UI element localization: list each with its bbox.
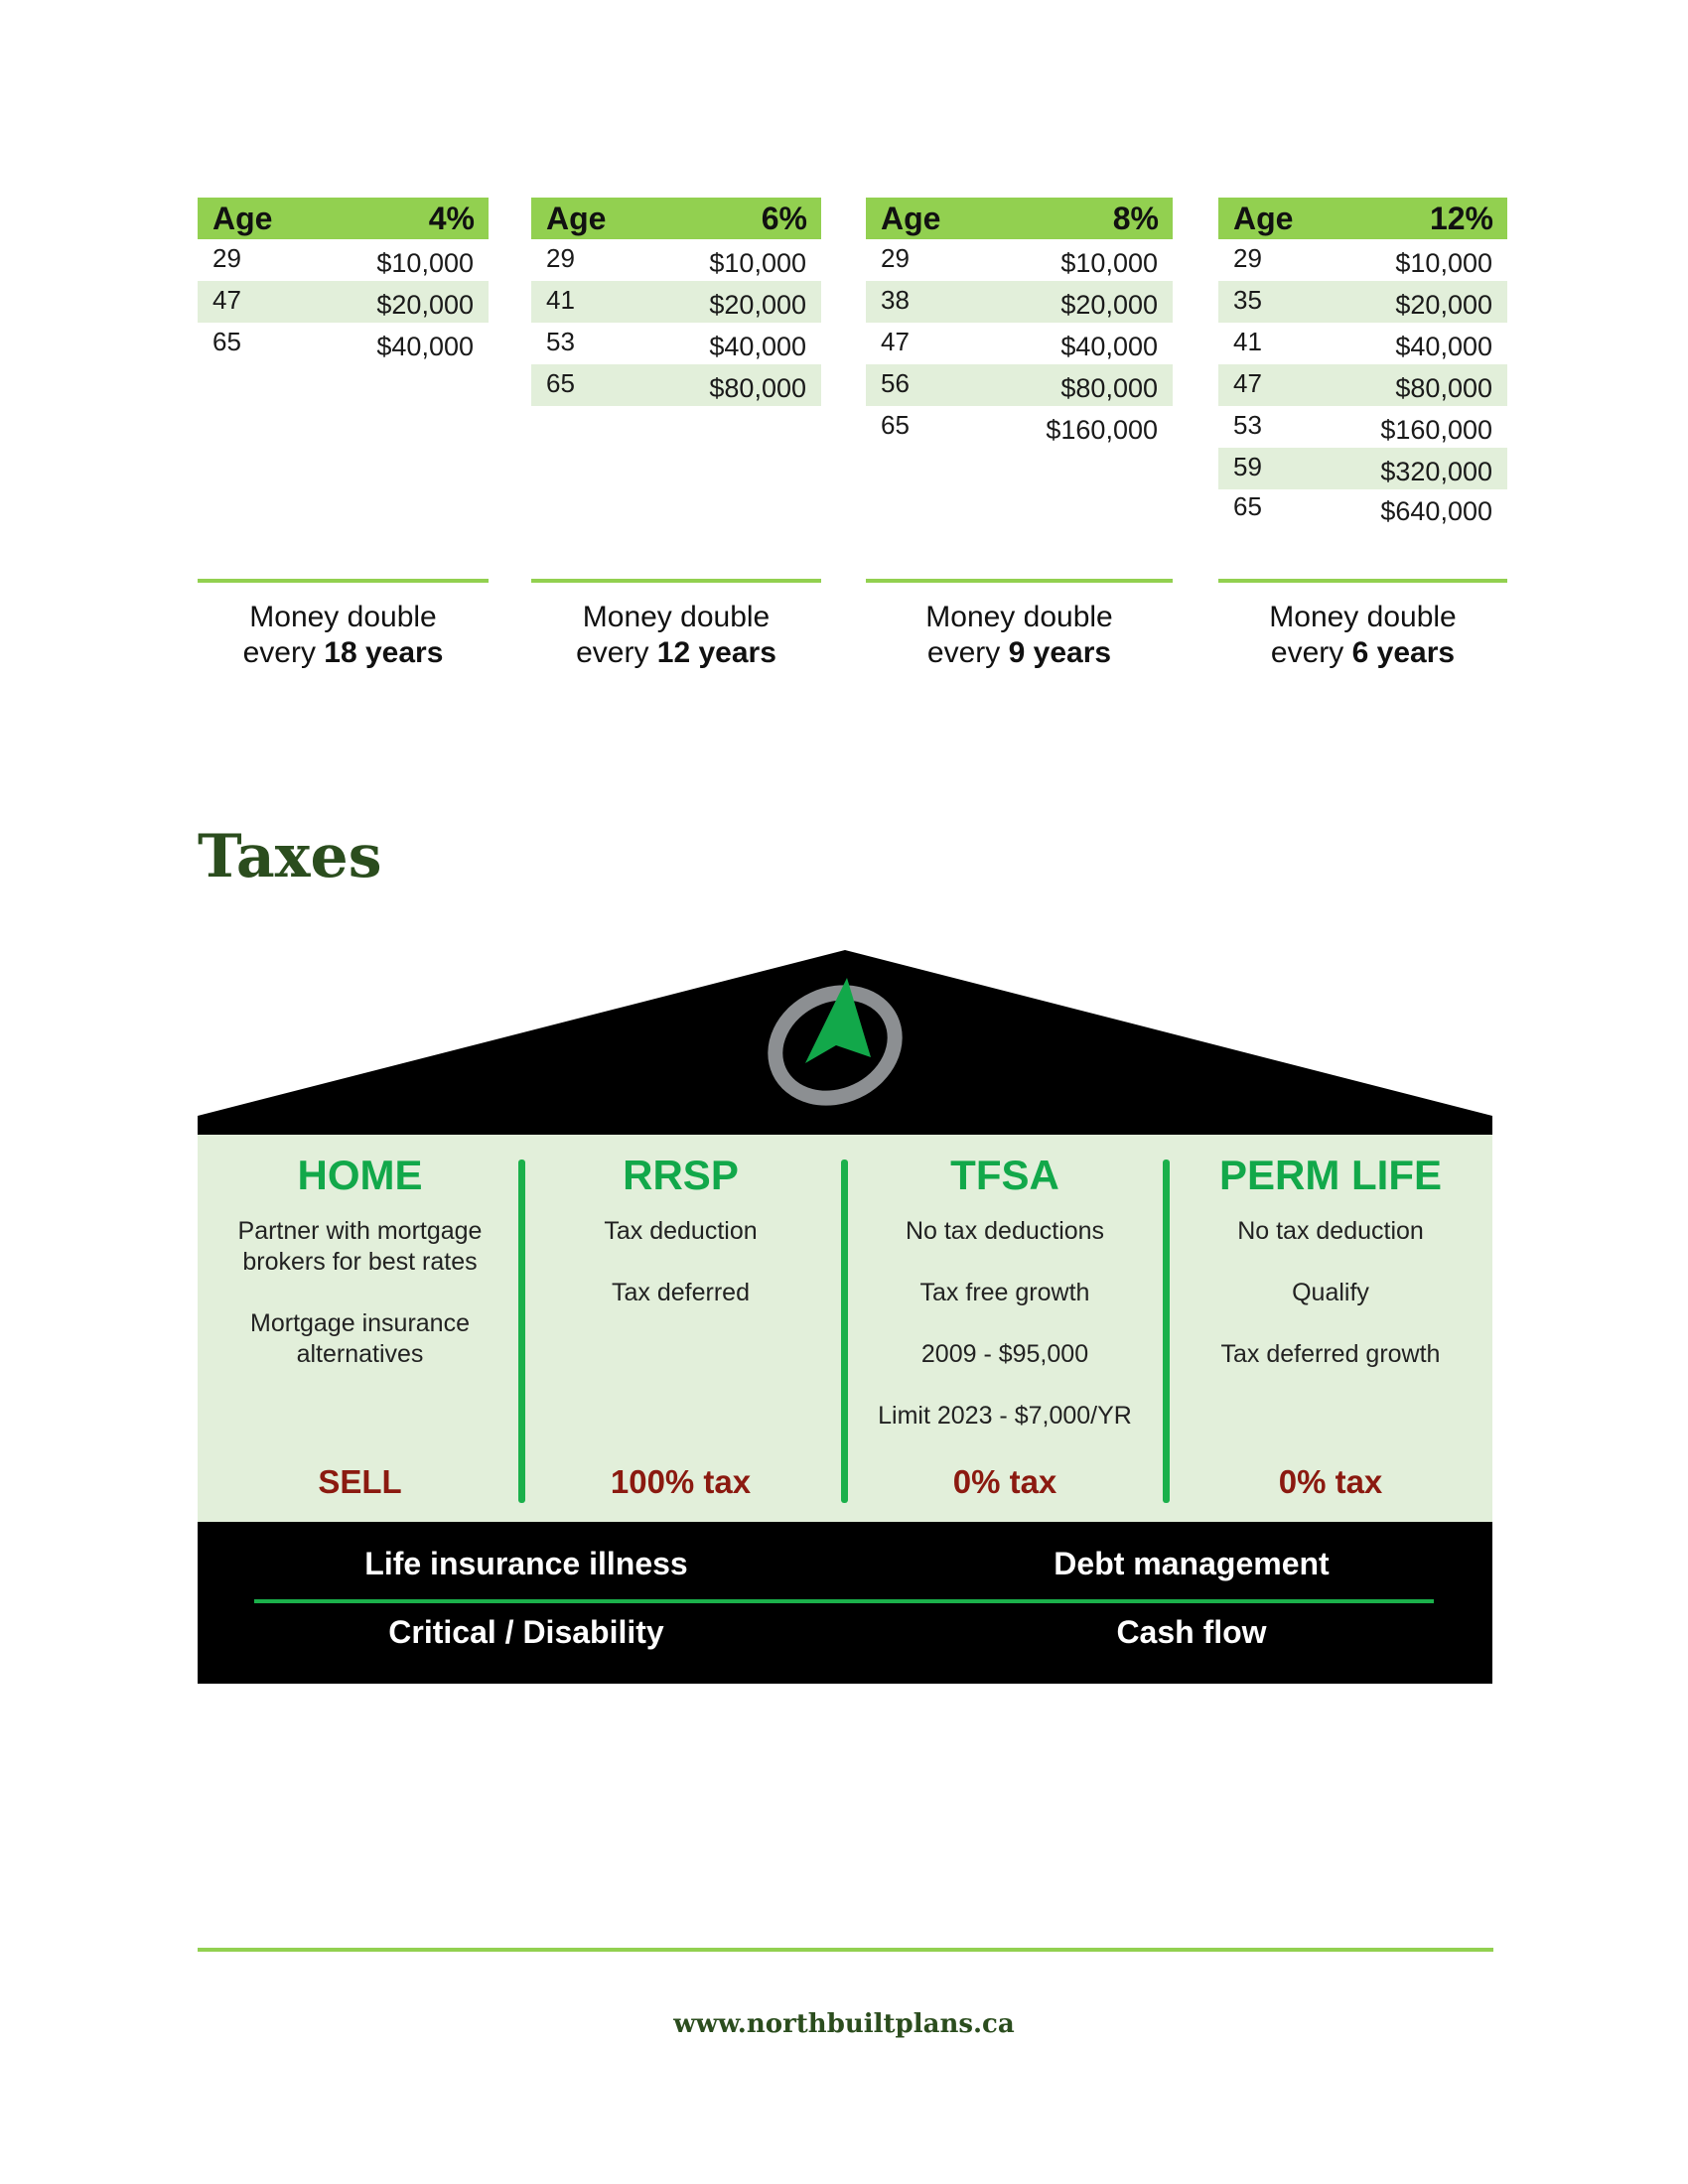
table-row: 53 $40,000 [546, 326, 806, 361]
table-row: 59 $320,000 [1218, 448, 1507, 489]
table-row: 47 $80,000 [1218, 364, 1507, 406]
rate-header: 8% [1112, 201, 1159, 236]
footer-rule [198, 1948, 1493, 1952]
column-perm-life: PERM LIFE No tax deduction Qualify Tax deferred growth 0% tax [1172, 1152, 1489, 1370]
divider-line [866, 579, 1173, 583]
rate-table-8 [866, 198, 1173, 669]
tax-outcome: SELL [318, 1463, 402, 1500]
column-rrsp: RRSP Tax deduction Tax deferred 100% tax [524, 1152, 837, 1308]
section-title: Taxes [198, 822, 382, 891]
rate-table-6 [531, 198, 821, 669]
age-header: Age [881, 201, 941, 236]
rate-header: 6% [761, 201, 807, 236]
table-row: 38 $20,000 [866, 281, 1173, 323]
table-header [531, 198, 821, 239]
divider-line [531, 579, 821, 583]
age-header: Age [212, 201, 273, 236]
divider-line [198, 579, 489, 583]
age-header: Age [1233, 201, 1294, 236]
foundation-left-top: Life insurance illness [364, 1546, 688, 1581]
column-title: HOME [297, 1152, 423, 1198]
column-title: PERM LIFE [1218, 1152, 1442, 1198]
table-row: 41 $40,000 [1233, 326, 1492, 361]
foundation-right-bottom: Cash flow [1116, 1614, 1267, 1650]
column-divider [841, 1160, 848, 1503]
foundation-left-bottom: Critical / Disability [388, 1614, 664, 1650]
doubling-caption: Money double every 6 years [1269, 601, 1457, 669]
table-row: 53 $160,000 [1233, 409, 1492, 445]
table-row: 65 $640,000 [1233, 490, 1492, 526]
column-divider [1163, 1160, 1170, 1503]
table-header [198, 198, 489, 239]
divider-line [1218, 579, 1507, 583]
table-header [866, 198, 1173, 239]
table-row: 65 $80,000 [531, 364, 821, 406]
rate-header: 4% [428, 201, 475, 236]
table-row: 65 $160,000 [881, 409, 1158, 445]
table-header [1218, 198, 1507, 239]
table-row: 41 $20,000 [531, 281, 821, 323]
tax-outcome: 0% tax [1278, 1463, 1383, 1500]
table-row: 29 $10,000 [1233, 242, 1492, 278]
table-row: 29 $10,000 [881, 242, 1158, 278]
table-row: 47 $20,000 [198, 281, 489, 323]
table-row: 56 $80,000 [866, 364, 1173, 406]
column-home: HOME Partner with mortgage brokers for best rates Mortgage insurance alternatives SELL [204, 1152, 516, 1370]
table-row: 47 $40,000 [881, 326, 1158, 361]
rate-table-4 [198, 198, 489, 669]
column-title: RRSP [623, 1152, 739, 1198]
tax-outcome: 0% tax [952, 1463, 1057, 1500]
age-header: Age [546, 201, 607, 236]
table-row: 65 $40,000 [212, 326, 474, 361]
house-roof [198, 950, 1492, 1135]
doubling-caption: Money double every 12 years [576, 601, 776, 669]
doubling-caption: Money double every 18 years [242, 601, 444, 669]
table-row: 29 $10,000 [546, 242, 806, 278]
rate-table-12 [1218, 198, 1507, 669]
column-title: TFSA [950, 1152, 1059, 1198]
table-row: 29 $10,000 [212, 242, 474, 278]
foundation-divider [254, 1599, 1434, 1603]
table-row: 35 $20,000 [1218, 281, 1507, 323]
foundation-right-top: Debt management [1054, 1546, 1330, 1581]
rate-header: 12% [1429, 201, 1493, 236]
doubling-caption: Money double every 9 years [925, 601, 1113, 669]
tax-outcome: 100% tax [610, 1463, 752, 1500]
column-tfsa: TFSA No tax deductions Tax free growth 2009 - $95,000 Limit 2023 - $7,000/YR 0% tax [850, 1152, 1160, 1432]
website-url: www.northbuiltplans.ca [673, 2009, 1015, 2039]
